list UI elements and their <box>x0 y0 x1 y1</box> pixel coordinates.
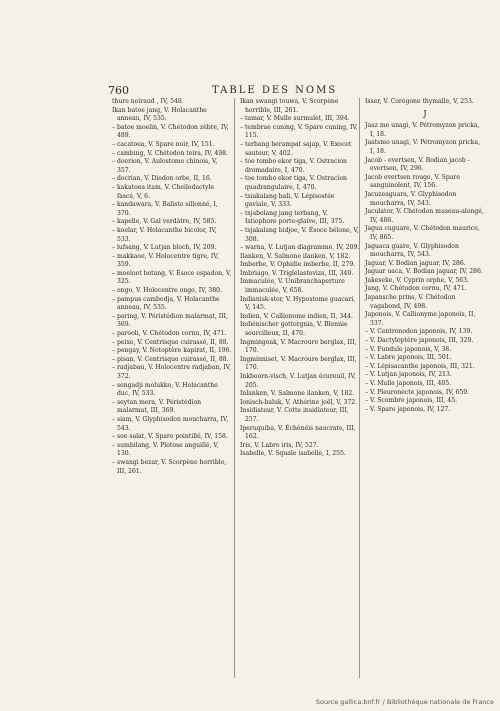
source-credit: Source gallica.bnf.fr / Bibliothèque nationale de France <box>315 698 494 706</box>
index-entry: Indianisk-stor, V. Hypostome guacari, V, 145. <box>240 295 356 312</box>
index-entry: Ikan batoe jang, V. Holacanthe anneau, IV, 535. <box>112 106 207 123</box>
index-entry: Jaguar uaca, V. Bodian jaguar, IV, 286. <box>365 268 483 276</box>
index-entry: – V. Mulle japonois, III, 405. <box>365 380 452 387</box>
index-entry: – tembrae cuning, V. Spare cuning, IV, 115. <box>240 123 358 140</box>
index-entry: – tamar, V. Mulle surmulet, III, 394. <box>240 115 350 123</box>
index-entry: – lufsang, V. Lutjan bloch, IV, 209. <box>112 244 217 252</box>
index-entry: – pengay, V. Notoptère kapirat, II, 196. <box>112 347 232 355</box>
index-entry: – pampus cambodja, V. Holacanthe anneau, IV, 535. <box>112 295 220 312</box>
index-entry: Iperuquiba, V. Échénéis naucrate, III, 162. <box>240 424 356 441</box>
index-entry: Ingminniset, V. Macroure berglax, III, 170. <box>240 355 357 372</box>
index-entry: – docrian, V. Diodon orbe, II, 16. <box>112 175 212 183</box>
index-entry: Jang, V. Chétodon cornu, IV, 471. <box>365 285 467 293</box>
index-entry: – batoe moelin, V. Chétodon zèbre, IV, 489. <box>112 123 229 140</box>
column-rule <box>234 98 235 678</box>
index-entry: – doerion, V. Aulostome chinois, V, 357. <box>112 158 218 174</box>
index-entry: Jaaz me unagi, V. Pétromyzon pricka, I, 18. <box>365 122 480 138</box>
index-entry: Iris, V. Labre iris, IV, 527. <box>240 441 319 449</box>
index-column-1 <box>112 98 232 476</box>
index-entry: – koelar, V. Holacanthe bicolor, IV, 533. <box>112 226 217 243</box>
index-entry: – soe salat, V. Spare pointillé, IV, 158. <box>112 433 228 441</box>
page-number: 760 <box>108 84 129 97</box>
index-entry: Indiénischer gottorgnia, V. Blennie sourcilleux, II, 470. <box>240 321 348 338</box>
index-entry: Imbriago, V. Triglelastoviza, III, 349. <box>240 269 354 277</box>
index-entry: – V. Fundule japonois, V, 38. <box>365 345 452 353</box>
index-entry: Jacob - evertsen, V. Bodian jacob - evertsen, IV, 296. <box>365 156 470 173</box>
index-entry: Jaculator, V. Chétodon museau-alongé, IV, 486. <box>365 208 484 224</box>
index-entry: – tsjabelang jang terbang, V. Istiophore porte-glaive, III, 375. <box>240 209 345 226</box>
index-entry: Jakeseke, V. Cyprin orphe, V, 563. <box>365 276 469 284</box>
index-entry: – radjabau, V. Holocentre radjaban, IV, 372. <box>112 364 231 380</box>
index-entry: Ionisch-baluk, V. Athérine joël, V, 372. <box>240 398 358 406</box>
index-entry: – cambing, V. Chétodon teira, IV, 498. <box>112 149 228 157</box>
index-entry: Jaatsmo unagi, V. Pétromyzon pricka, I, 18. <box>365 139 480 155</box>
index-entry: Inlanken, V. Salmone ilanken, V, 182. <box>240 390 355 398</box>
index-entry: Insidiateur, V. Cotte insidiateur, III, 257. <box>240 407 349 423</box>
running-head: TABLE DES NOMS <box>212 85 338 96</box>
index-entry: Inkboorn-visch, V. Lutjan écureuil, IV, 205. <box>240 373 356 389</box>
index-entry: Japansche prins, V. Chétodon vagabond, IV, 498. <box>365 294 456 310</box>
index-entry: – tsiakalang bali, V. Lépisostée gaviale, V, 333. <box>240 192 335 209</box>
index-entry: – cacatoea, V. Spare noir, IV, 151. <box>112 140 215 148</box>
index-entry: – V. Scombre japonois, III, 45. <box>365 397 458 405</box>
index-entry: Ingmingoak, V. Macroure berglax, III, 170. <box>240 338 357 355</box>
index-entry: – toe tombo ekor tiga, V. Ostracion quadrangulaire, I, 470. <box>240 175 347 191</box>
index-entry: Jaguaca guare, V. Glyphisodon moucharra, IV, 543. <box>365 242 459 259</box>
index-entry: – siam, V. Glyphisodon moucharra, IV, 543. <box>112 415 229 432</box>
index-entry: Jacob evertsen rouge, V. Spare sanguinolent, IV, 156. <box>365 173 460 190</box>
index-entry: – swangi bezar, V. Scorpène horrible, III, 261. <box>112 458 227 475</box>
index-entry: – V. Lépisacanthe japonois, III, 321. <box>365 362 475 370</box>
index-entry: – V. Pleuronecte japonois, IV, 659. <box>365 388 470 396</box>
index-entry: – makkaoe, V. Holocentre tigre, IV, 359. <box>112 252 219 269</box>
index-entry: Japonois, V. Callionyme japonois, II, 337. <box>365 311 476 327</box>
index-entry: – V. Spare japonois, IV, 127. <box>365 405 451 413</box>
index-entry: – kandawara, V. Baliste sillonné, I, 370. <box>112 201 218 217</box>
index-entry: – terbang berampat sajap, V. Exocet sauteur, V, 402. <box>240 140 352 157</box>
index-column-3 <box>365 98 485 414</box>
index-entry: Jagua cuguare, V. Chétodon maurice, IV, 865. <box>365 225 480 241</box>
index-entry: Isser, V. Corégone thymalle, V, 253. <box>365 98 474 105</box>
index-entry: Indien, V. Callionome indien, II, 344. <box>240 312 353 320</box>
index-entry: – moeloet betang, V. Ésoce espadon, V, 325. <box>112 269 232 286</box>
index-entry: – V. Lutjan japonois, IV, 213. <box>365 371 452 379</box>
index-entry: – seytan mera, V. Péristédion malarmat, III, 369. <box>112 398 202 415</box>
index-entry: Jacuzeaguara, V. Glyphisodon moucharra, IV, 543. <box>365 190 457 207</box>
index-entry: – ongo, V. Holocentre ongo, IV, 380. <box>112 287 222 295</box>
index-entry: Ilanken, V. Salmone ilanken, V, 182. <box>240 252 351 260</box>
index-entry: Isabelle, V. Squale isabelle, I, 255. <box>240 450 346 458</box>
index-entry: – kapelle, V. Gal verdâtre, IV, 585. <box>112 218 217 226</box>
index-entry: – paring, V. Péristédion malarmat, III, 369. <box>112 312 228 329</box>
index-entry: Ikan swangi touwa, V. Scorpène horrible, III, 261. <box>240 98 339 114</box>
index-entry: – pisan, V. Centrisque cuirassé, II, 88. <box>112 355 229 363</box>
index-entry: – V. Dactyloptère japonois, III, 329. <box>365 337 474 345</box>
index-column-2 <box>240 98 360 459</box>
index-entry: – kakatoea itam, V. Cheilodactyle fascé, V, 6. <box>112 183 214 200</box>
index-entry: – tsjakalang bidjoe, V. Ésoce bélone, V, 308. <box>240 226 359 243</box>
index-entry: – toe tombo ekor tiga, V. Ostracion dromadaire, I, 470. <box>240 158 347 174</box>
index-entry: Immaculée, V. Unibranchaperture immaculée, V, 658. <box>240 278 345 295</box>
index-entry: – sengadji molukko, V. Holacanthe duc, IV, 533. <box>112 381 218 398</box>
index-entry: – peixe, V. Centrisque cuirassé, II, 88. <box>112 338 229 346</box>
index-entry: thure noiraud , IV, 548. <box>112 98 184 105</box>
index-entry: – V. Centronodon japonois, IV, 139. <box>365 328 473 336</box>
section-letter: J <box>423 108 427 118</box>
index-entry: – V. Labre japonois, III, 501. <box>365 354 452 362</box>
index-entry: – sumbilang, V. Plotose anguillé, V, 130. <box>112 441 219 458</box>
index-entry: Imberbe, V. Ophidie imberbe, II, 279. <box>240 261 356 269</box>
index-entry: – warna, V. Lutjan diagramme, IV, 209. <box>240 244 360 252</box>
column-rule <box>359 98 360 678</box>
index-entry: – parooli, V. Chétodon cornu, IV, 471. <box>112 330 227 338</box>
index-entry: Jaguar, V. Bodian jaguar, IV, 286. <box>365 259 466 267</box>
